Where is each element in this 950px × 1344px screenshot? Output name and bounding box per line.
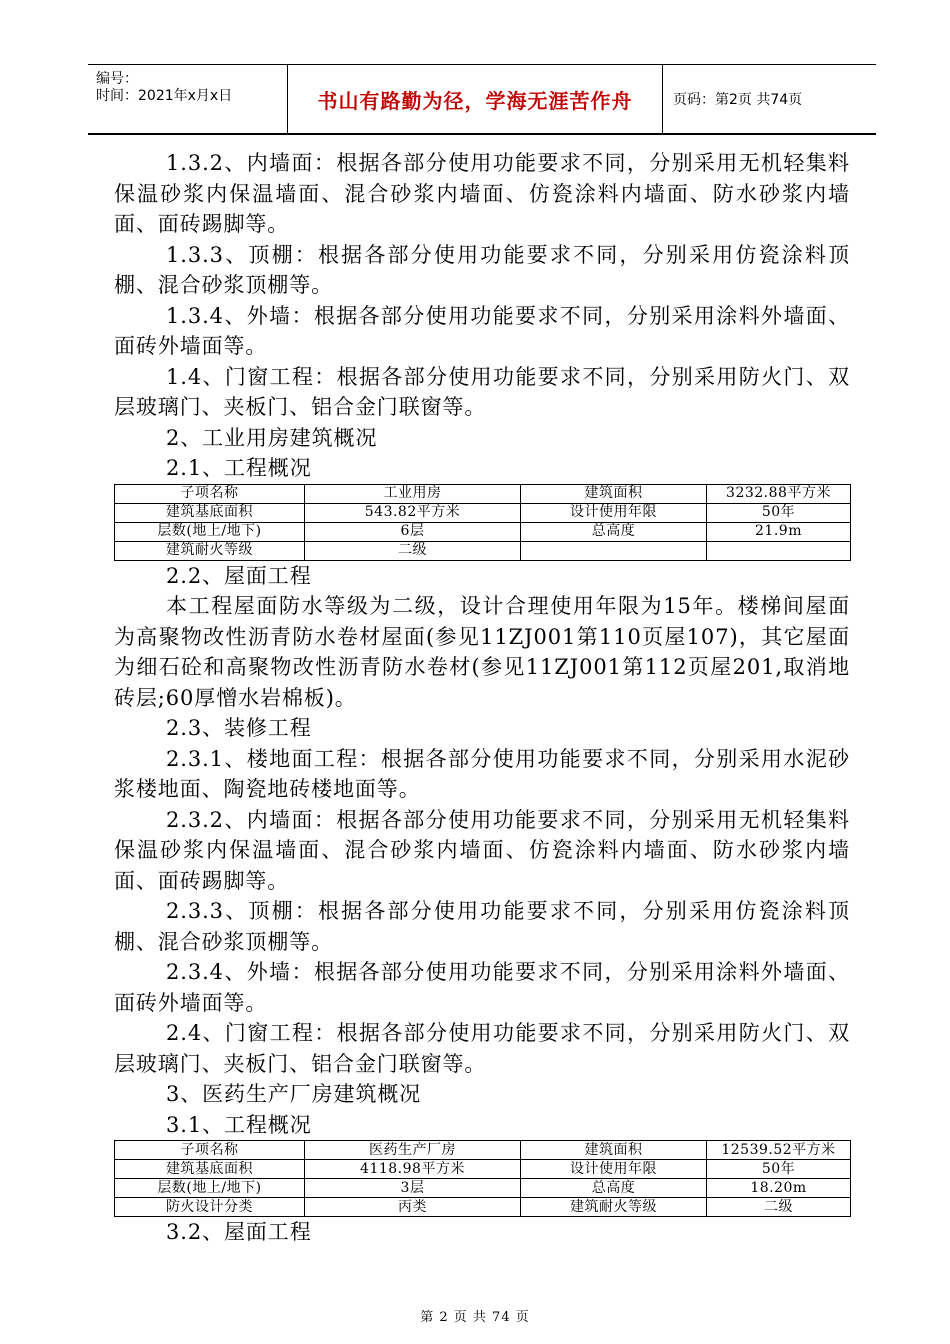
- table-row: [115, 484, 851, 503]
- table-cell: 总高度: [521, 522, 707, 541]
- table-cell: 设计使用年限: [521, 503, 707, 522]
- table-row: [115, 503, 851, 522]
- table-cell: 总高度: [521, 1179, 707, 1198]
- table-cell: 543.82平方米: [305, 503, 521, 522]
- section-heading: 3.1、工程概况: [166, 1112, 312, 1137]
- page-footer: 第 2 页 共 74 页: [420, 1310, 530, 1325]
- table-cell: 3层: [305, 1179, 521, 1198]
- table-cell: 建筑基底面积: [115, 503, 305, 522]
- table-cell: 子项名称: [115, 1141, 305, 1160]
- paragraph: 2.3.4、外墙：根据各部分使用功能要求不同，分别采用涂料外墙面、面砖外墙面等。: [114, 960, 850, 1015]
- table-cell: 二级: [707, 1198, 851, 1217]
- paragraph: 1.3.3、顶棚：根据各部分使用功能要求不同，分别采用仿瓷涂料顶棚、混合砂浆顶棚等。: [114, 242, 850, 297]
- table-cell: 医药生产厂房: [305, 1141, 521, 1160]
- section-heading: 3.2、屋面工程: [166, 1220, 312, 1244]
- table-cell: 建筑耐火等级: [521, 1198, 707, 1217]
- section-heading: 2.2、屋面工程: [166, 563, 312, 588]
- section-heading: 3、医药生产厂房建筑概况: [166, 1082, 422, 1106]
- paragraph: 2.3.2、内墙面：根据各部分使用功能要求不同，分别采用无机轻集料保温砂浆内保温墙面、混合砂浆内墙面、仿瓷涂料内墙面、防水砂浆内墙面、面砖踢脚等。: [114, 807, 850, 893]
- table-cell: 设计使用年限: [521, 1160, 707, 1179]
- table-cell: 建筑基底面积: [115, 1160, 305, 1179]
- table-row: [115, 1198, 851, 1217]
- paragraph: 2.3.1、楼地面工程：根据各部分使用功能要求不同，分别采用水泥砂浆楼地面、陶瓷地砖楼地面等。: [114, 746, 850, 801]
- paragraph: 2.3.3、顶棚：根据各部分使用功能要求不同，分别采用仿瓷涂料顶棚、混合砂浆顶棚等。: [114, 899, 850, 954]
- table-cell: 21.9m: [707, 522, 851, 541]
- document-body: [114, 148, 850, 1248]
- paragraph: 本工程屋面防水等级为二级，设计合理使用年限为15年。楼梯间屋面为高聚物改性沥青防水卷材屋面(参见11ZJ001第110页屋107)，其它屋面为细石砼和高聚物改性沥青防水卷材(参见11ZJ001第112页屋201,取消地砖层;60厚憎水岩棉板)。: [114, 594, 850, 710]
- table-cell: [707, 541, 851, 560]
- table-cell: 层数(地上/地下): [115, 1179, 305, 1198]
- table-cell: 12539.52平方米: [707, 1141, 851, 1160]
- page-header: [88, 64, 876, 135]
- header-time: 时间：2021年x月x日: [96, 88, 233, 104]
- table-cell: 50年: [707, 503, 851, 522]
- table-row: [115, 1179, 851, 1198]
- paragraph: 1.4、门窗工程：根据各部分使用功能要求不同，分别采用防火门、双层玻璃门、夹板门、铝合金门联窗等。: [114, 364, 850, 419]
- paragraph: 1.3.4、外墙：根据各部分使用功能要求不同，分别采用涂料外墙面、面砖外墙面等。: [114, 303, 850, 358]
- project-overview-table-pharma: [114, 1140, 851, 1217]
- table-cell: 建筑面积: [521, 484, 707, 503]
- table-cell: 建筑面积: [521, 1141, 707, 1160]
- table-cell: 建筑耐火等级: [115, 541, 305, 560]
- table-cell: [521, 541, 707, 560]
- table-row: [115, 1141, 851, 1160]
- header-motto: 书山有路勤为径，学海无涯苦作舟: [288, 65, 663, 133]
- table-cell: 丙类: [305, 1198, 521, 1217]
- table-cell: 二级: [305, 541, 521, 560]
- table-cell: 层数(地上/地下): [115, 522, 305, 541]
- table-cell: 6层: [305, 522, 521, 541]
- table-cell: 50年: [707, 1160, 851, 1179]
- header-number: 编号：: [96, 71, 138, 87]
- table-row: [115, 522, 851, 541]
- table-cell: 子项名称: [115, 484, 305, 503]
- header-page-number: 页码：第2页 共74页: [673, 92, 803, 108]
- table-cell: 4118.98平方米: [305, 1160, 521, 1179]
- section-heading: 2.1、工程概况: [166, 456, 312, 480]
- table-row: [115, 1160, 851, 1179]
- project-overview-table-industrial: [114, 484, 851, 561]
- paragraph: 2.4、门窗工程：根据各部分使用功能要求不同，分别采用防火门、双层玻璃门、夹板门、铝合金门联窗等。: [114, 1021, 850, 1076]
- section-heading: 2、工业用房建筑概况: [166, 425, 378, 450]
- table-cell: 18.20m: [707, 1179, 851, 1198]
- table-cell: 3232.88平方米: [707, 484, 851, 503]
- header-meta: [88, 65, 288, 133]
- table-row: [115, 541, 851, 560]
- table-cell: 防火设计分类: [115, 1198, 305, 1217]
- paragraph: 1.3.2、内墙面：根据各部分使用功能要求不同，分别采用无机轻集料保温砂浆内保温墙面、混合砂浆内墙面、仿瓷涂料内墙面、防水砂浆内墙面、面砖踢脚等。: [114, 151, 850, 236]
- table-cell: 工业用房: [305, 484, 521, 503]
- section-heading: 2.3、装修工程: [166, 716, 312, 740]
